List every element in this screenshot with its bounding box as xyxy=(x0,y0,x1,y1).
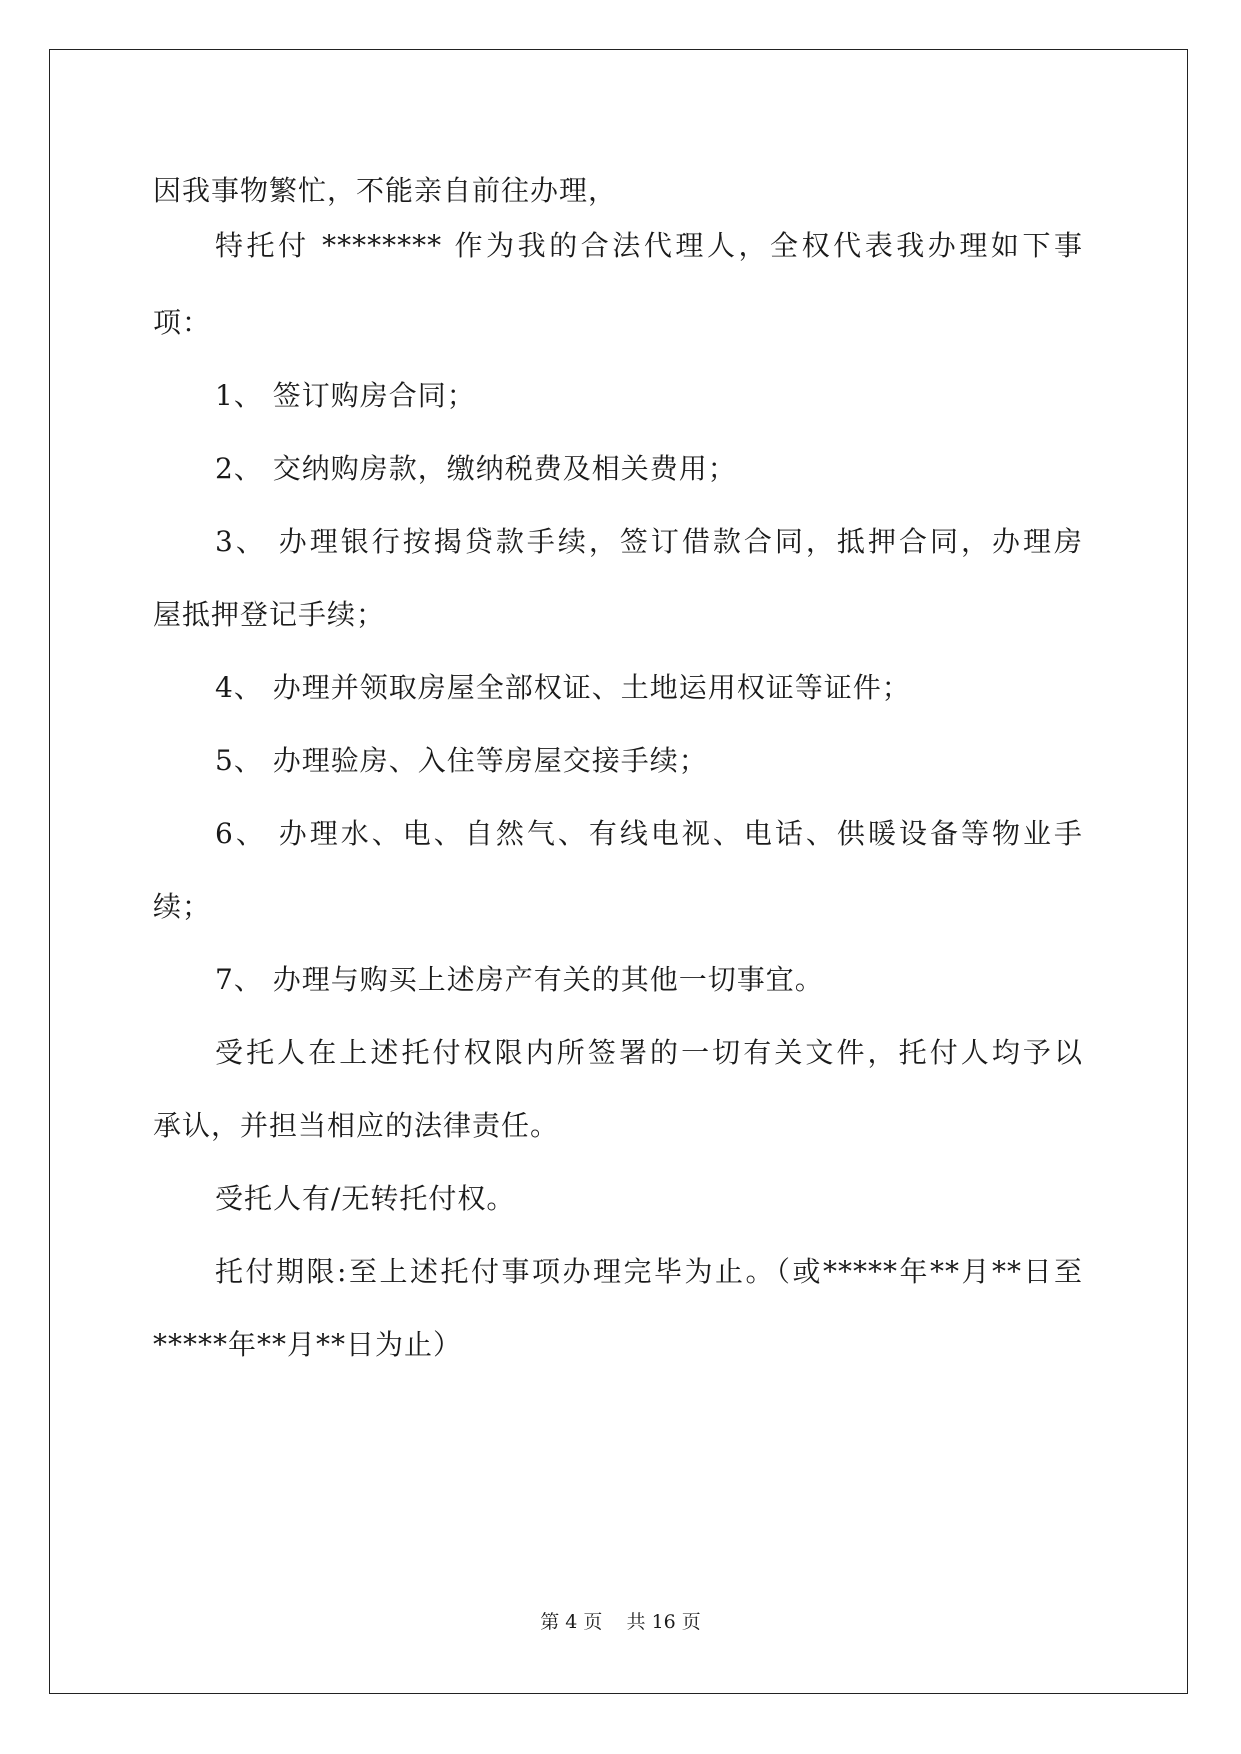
list-item-4: 4、 办理并领取房屋全部权证、土地运用权证等证件； xyxy=(215,671,911,704)
list-item-6: 6、 办理水、电、自然气、有线电视、电话、供暖设备等物业手 xyxy=(215,817,1083,850)
list-item-1: 1、 签订购房合同； xyxy=(215,379,476,412)
list-item-6-cont: 续； xyxy=(153,890,212,923)
list-item-3-cont: 屋抵押登记手续； xyxy=(153,598,386,631)
text-line-term: 托付期限:至上述托付事项办理完毕为止。（或*****年**月**日至 xyxy=(215,1255,1083,1288)
page-footer: 第 4 页 共 16 页 xyxy=(540,1611,701,1633)
text-line-1: 因我事物繁忙，不能亲自前往办理， xyxy=(153,174,618,207)
list-item-2: 2、 交纳购房款，缴纳税费及相关费用； xyxy=(215,452,737,485)
list-item-7: 7、 办理与购买上述房产有关的其他一切事宜。 xyxy=(215,963,824,996)
text-line-3: 项： xyxy=(153,306,212,339)
text-line-term-cont: *****年**月**日为止） xyxy=(153,1328,463,1361)
text-line-acceptance: 受托人在上述托付权限内所签署的一切有关文件，托付人均予以 xyxy=(215,1036,1083,1069)
page-border xyxy=(49,49,1188,1694)
list-item-5: 5、 办理验房、入住等房屋交接手续； xyxy=(215,744,708,777)
list-item-3: 3、 办理银行按揭贷款手续，签订借款合同，抵押合同，办理房 xyxy=(215,525,1083,558)
text-line-acceptance-cont: 承认，并担当相应的法律责任。 xyxy=(153,1109,560,1142)
text-line-sub-delegation: 受托人有/无转托付权。 xyxy=(215,1182,516,1215)
text-line-2: 特托付 ******** 作为我的合法代理人，全权代表我办理如下事 xyxy=(215,229,1083,262)
